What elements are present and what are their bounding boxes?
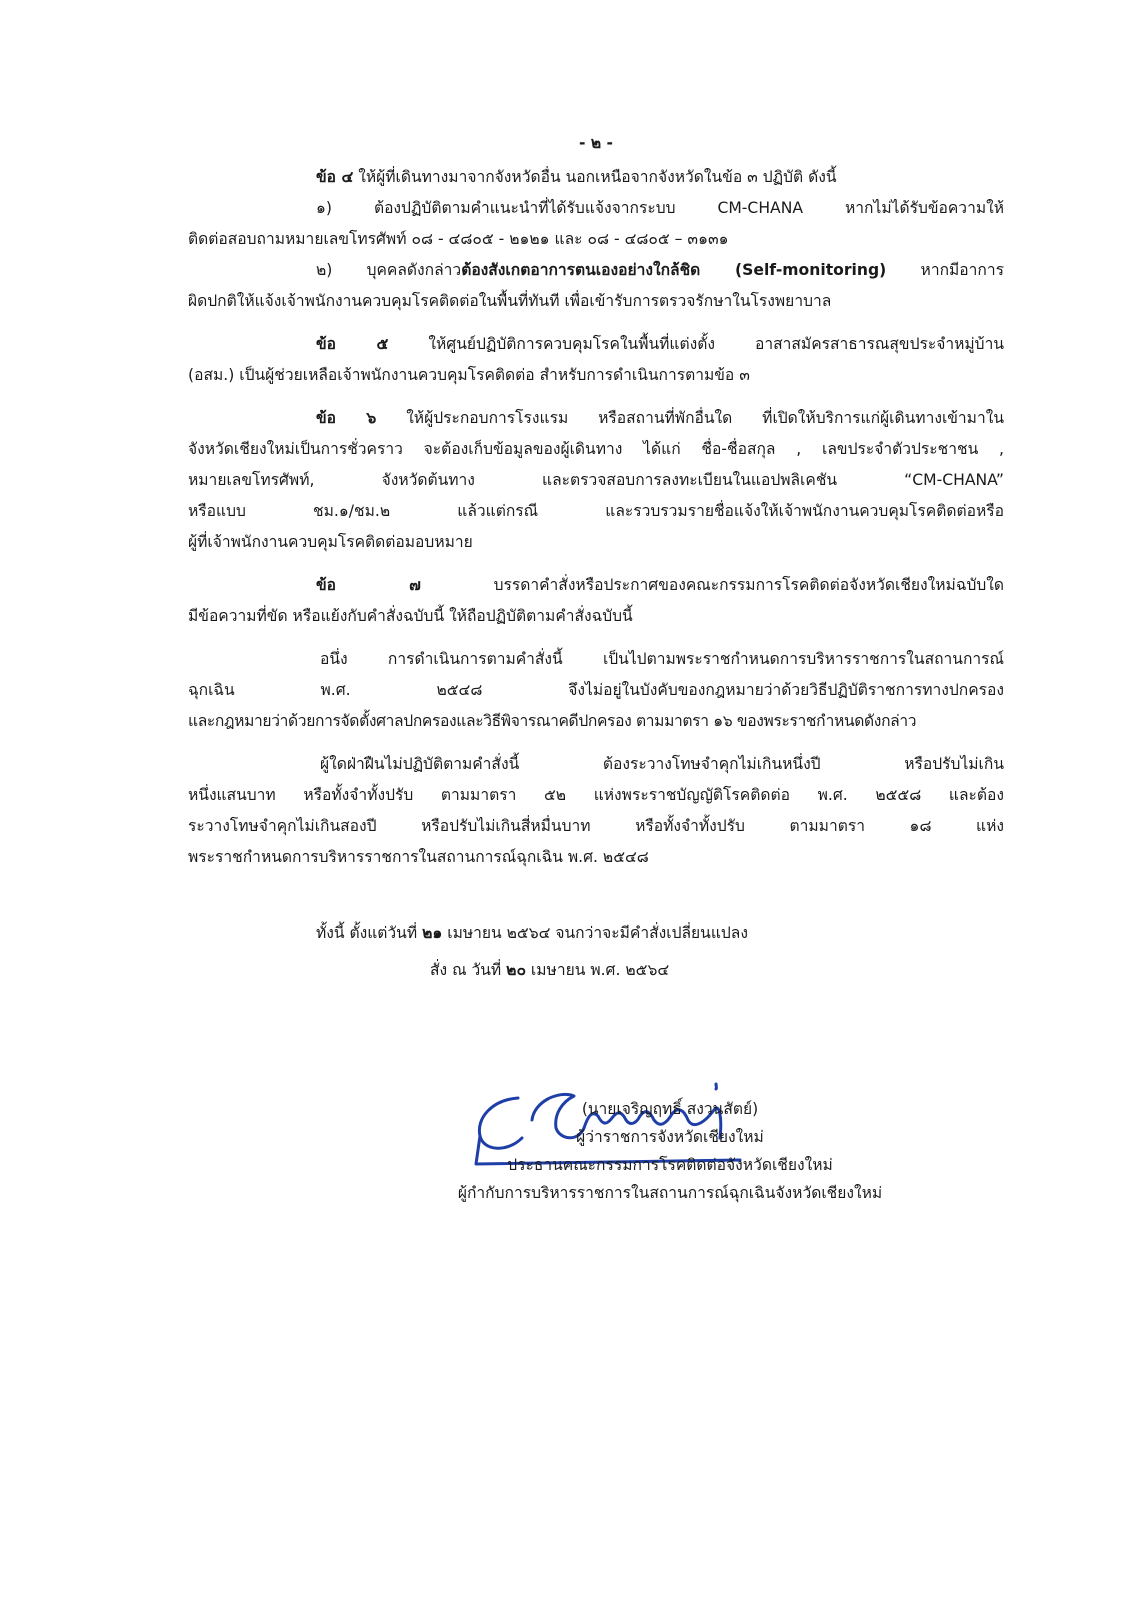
clause-6-line-1: [188, 403, 1004, 434]
clause-4-item-2-pre: ๒) บุคคลดังกล่าว: [316, 261, 462, 279]
penalty-line-4: พระราชกำหนดการบริหารราชการในสถานการณ์ฉุกเฉิน พ.ศ. ๒๕๔๘: [188, 848, 649, 866]
note-line-2: ฉุกเฉิน พ.ศ. ๒๕๔๘ จึงไม่อยู่ในบังคับของกฎหมายว่าด้วยวิธีปฏิบัติราชการทางปกครอง: [188, 681, 1004, 699]
effective-date: [188, 918, 1004, 949]
clause-7-number: ข้อ ๗: [316, 576, 421, 594]
clause-6-text: ให้ผู้ประกอบการโรงแรม หรือสถานที่พักอื่นใด ที่เปิดให้บริการแก่ผู้เดินทางเข้ามาใน: [376, 409, 1004, 427]
signer-title-3: ผู้กำกับการบริหารราชการในสถานการณ์ฉุกเฉินจังหวัดเชียงใหม่: [457, 1184, 883, 1202]
clause-4-item-1-line-2: ติดต่อสอบถามหมายเลขโทรศัพท์ ๐๘ - ๔๘๐๕ - ๒๑๒๑ และ ๐๘ - ๔๘๐๕ – ๓๑๓๑: [188, 230, 729, 248]
clause-7-line-1: [188, 570, 1004, 601]
clause-6-line-2: จังหวัดเชียงใหม่เป็นการชั่วคราว จะต้องเก็บข้อมูลของผู้เดินทาง ได้แก่ ชื่อ-ชื่อสกุล , เลขประจำตัวประชาชน ,: [188, 440, 1004, 458]
page-number: - ๒ -: [578, 134, 614, 152]
clause-4-item-2-line-2: ผิดปกติให้แจ้งเจ้าพนักงานควบคุมโรคติดต่อในพื้นที่ทันที เพื่อเข้ารับการตรวจรักษาในโรงพยาบาล: [188, 292, 832, 310]
effective-pre: ทั้งนี้ ตั้งแต่วันที่: [316, 924, 423, 942]
penalty-line-3: ระวางโทษจำคุกไม่เกินสองปี หรือปรับไม่เกินสี่หมื่นบาท หรือทั้งจำทั้งปรับ ตามมาตรา ๑๘ แห่ง: [188, 817, 1004, 835]
clause-4-item-1-line-1: ๑) ต้องปฏิบัติตามคำแนะนำที่ได้รับแจ้งจากระบบ CM-CHANA หากไม่ได้รับข้อความให้: [316, 199, 1004, 217]
note-line-1: อนึ่ง การดำเนินการตามคำสั่งนี้ เป็นไปตามพระราชกำหนดการบริหารราชการในสถานการณ์: [320, 650, 1004, 668]
signer-title-2: ประธานคณะกรรมการโรคติดต่อจังหวัดเชียงใหม่: [507, 1156, 833, 1174]
signer-block: [380, 1095, 960, 1207]
clause-5-line-1: [188, 329, 1004, 360]
clause-4-item-2-bold: ต้องสังเกตอาการตนเองอย่างใกล้ชิด (Self-monitoring): [461, 261, 887, 279]
order-pre: สั่ง ณ วันที่: [430, 961, 507, 979]
clause-6-line-3: หมายเลขโทรศัพท์, จังหวัดต้นทาง และตรวจสอบการลงทะเบียนในแอปพลิเคชัน “CM-CHANA”: [188, 471, 1004, 489]
clause-4-item-2-line-1: [188, 255, 1004, 286]
clause-6-line-4: หรือแบบ ชม.๑/ชม.๒ แล้วแต่กรณี และรวบรวมรายชื่อแจ้งให้เจ้าพนักงานควบคุมโรคติดต่อหรือ: [188, 502, 1004, 520]
clause-6-line-5: ผู้ที่เจ้าพนักงานควบคุมโรคติดต่อมอบหมาย: [188, 533, 473, 551]
penalty-line-1: ผู้ใดฝ่าฝืนไม่ปฏิบัติตามคำสั่งนี้ ต้องระวางโทษจำคุกไม่เกินหนึ่งปี หรือปรับไม่เกิน: [320, 755, 1004, 773]
signer-title-1: ผู้ว่าราชการจังหวัดเชียงใหม่: [576, 1128, 764, 1146]
order-date: [188, 955, 1004, 986]
clause-4-heading: [188, 162, 1004, 193]
effective-post: เมษายน ๒๕๖๔ จนกว่าจะมีคำสั่งเปลี่ยนแปลง: [442, 924, 748, 942]
effective-day: ๒๑: [422, 924, 443, 942]
clause-6-number: ข้อ ๖: [316, 409, 377, 427]
clause-7-line-2: มีข้อความที่ขัด หรือแย้งกับคำสั่งฉบับนี้ ให้ถือปฏิบัติตามคำสั่งฉบับนี้: [188, 607, 633, 625]
clause-7-text: บรรดาคำสั่งหรือประกาศของคณะกรรมการโรคติดต่อจังหวัดเชียงใหม่ฉบับใด: [420, 576, 1004, 594]
penalty-line-2: หนึ่งแสนบาท หรือทั้งจำทั้งปรับ ตามมาตรา ๕๒ แห่งพระราชบัญญัติโรคติดต่อ พ.ศ. ๒๕๕๘ และต้อง: [188, 786, 1004, 804]
clause-5-text: ให้ศูนย์ปฏิบัติการควบคุมโรคในพื้นที่แต่งตั้ง อาสาสมัครสาธารณสุขประจำหมู่บ้าน: [388, 335, 1004, 353]
clause-4-item-2-post: หากมีอาการ: [886, 261, 1004, 279]
note-line-3: และกฎหมายว่าด้วยการจัดตั้งศาลปกครองและวิธีพิจารณาคดีปกครอง ตามมาตรา ๑๖ ของพระราชกำหนดดังกล่าว: [188, 712, 917, 730]
document-body: [188, 128, 1004, 873]
clause-5-number: ข้อ ๕: [316, 335, 389, 353]
clause-4-text: ให้ผู้ที่เดินทางมาจากจังหวัดอื่น นอกเหนือจากจังหวัดในข้อ ๓ ปฏิบัติ ดังนี้: [353, 168, 837, 186]
signer-name: (นายเจริญฤทธิ์ สงวนสัตย์): [581, 1100, 759, 1118]
clause-5-line-2: (อสม.) เป็นผู้ช่วยเหลือเจ้าพนักงานควบคุมโรคติดต่อ สำหรับการดำเนินการตามข้อ ๓: [188, 366, 750, 384]
clause-4-number: ข้อ ๔: [316, 168, 354, 186]
order-day: ๒๐: [506, 961, 526, 979]
order-post: เมษายน พ.ศ. ๒๕๖๔: [525, 961, 670, 979]
closing-block: [188, 918, 1004, 986]
